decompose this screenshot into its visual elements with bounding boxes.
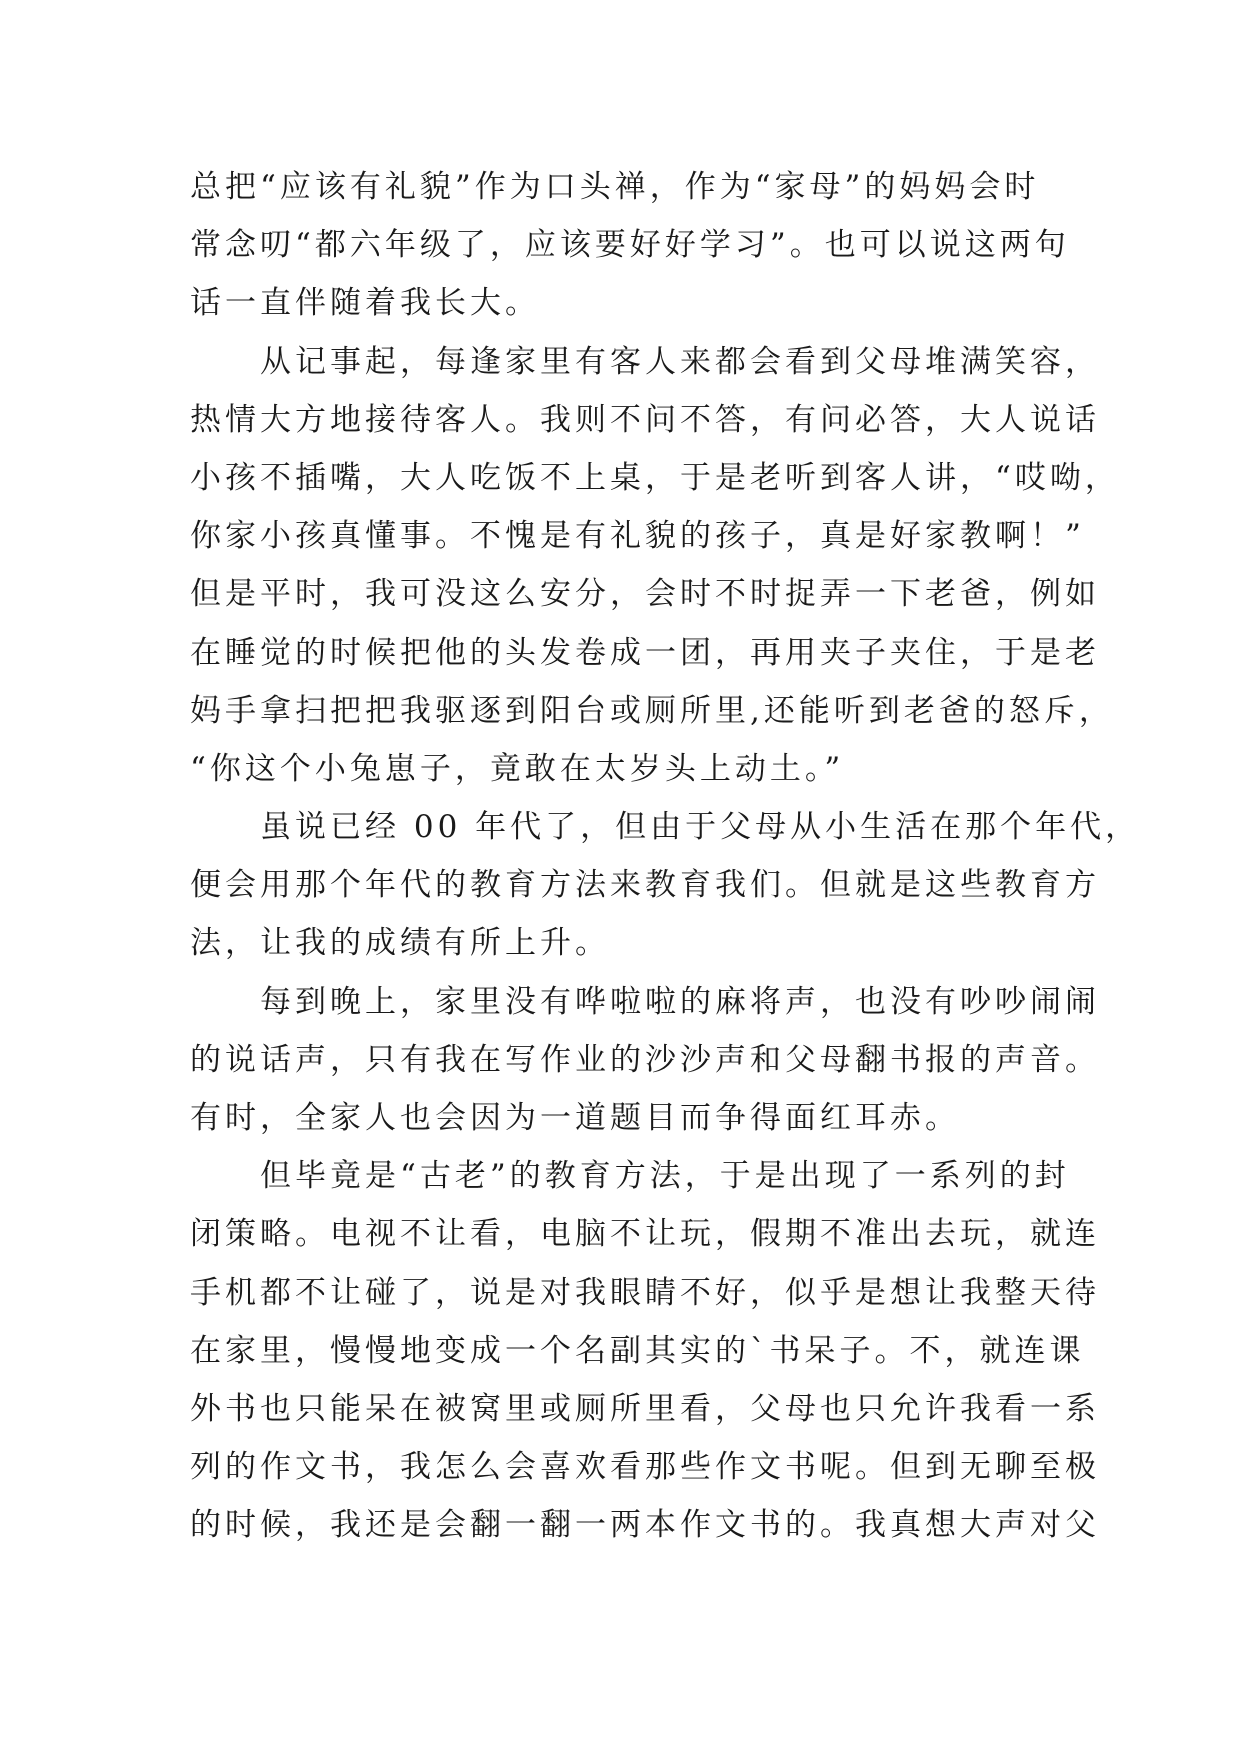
text-line: 法，让我的成绩有所上升。 <box>190 925 610 962</box>
text-line: 总把“应该有礼貌”作为口头禅，作为“家母”的妈妈会时 <box>190 169 1040 205</box>
text-line: 闭策略。电视不让看，电脑不让玩，假期不准出去玩，就连 <box>190 1216 1100 1253</box>
text-line: 手机都不让碰了，说是对我眼睛不好，似乎是想让我整天待 <box>190 1274 1100 1311</box>
text-line: 在家里，慢慢地变成一个名副其实的`书呆子。不，就连课 <box>190 1332 1085 1369</box>
paragraph-start-line: 从记事起，每逢家里有客人来都会看到父母堆满笑容， <box>260 343 1100 380</box>
body-text <box>190 158 1141 1555</box>
text-line: 话一直伴随着我长大。 <box>190 285 540 322</box>
text-line: 但是平时，我可没这么安分，会时不时捉弄一下老爸，例如 <box>190 576 1100 613</box>
text-line: 常念叨“都六年级了，应该要好好学习”。也可以说这两句 <box>190 227 1070 264</box>
text-line: 热情大方地接待客人。我则不问不答，有问必答，大人说话 <box>190 401 1100 438</box>
text-line: 的时候，我还是会翻一翻一两本作文书的。我真想大声对父 <box>190 1507 1100 1544</box>
text-line: 在睡觉的时候把他的头发卷成一团，再用夹子夹住，于是老 <box>190 634 1100 671</box>
text-line: 外书也只能呆在被窝里或厕所里看，父母也只允许我看一系 <box>190 1390 1100 1427</box>
text-line: 小孩不插嘴，大人吃饭不上桌，于是老听到客人讲，“哎呦， <box>190 459 1120 496</box>
text-line: 你家小孩真懂事。不愧是有礼貌的孩子，真是好家教啊！” <box>190 518 1085 555</box>
text-line: 列的作文书，我怎么会喜欢看那些作文书呢。但到无聊至极 <box>190 1449 1100 1486</box>
paragraph-start-line: 但毕竟是“古老”的教育方法，于是出现了一系列的封 <box>260 1158 1070 1195</box>
text-line: “你这个小兔崽子，竟敢在太岁头上动土。” <box>190 750 845 787</box>
text-line: 便会用那个年代的教育方法来教育我们。但就是这些教育方 <box>190 867 1100 904</box>
text-line: 有时，全家人也会因为一道题目而争得面红耳赤。 <box>190 1100 960 1136</box>
text-line: 妈手拿扫把把我驱逐到阳台或厕所里,还能听到老爸的怒斥， <box>190 692 1114 729</box>
paragraph-start-line: 虽说已经 00 年代了，但由于父母从小生活在那个年代， <box>260 809 1141 846</box>
paragraph-start-line: 每到晚上，家里没有哗啦啦的麻将声，也没有吵吵闹闹 <box>260 983 1100 1020</box>
text-line: 的说话声，只有我在写作业的沙沙声和父母翻书报的声音。 <box>190 1041 1100 1078</box>
